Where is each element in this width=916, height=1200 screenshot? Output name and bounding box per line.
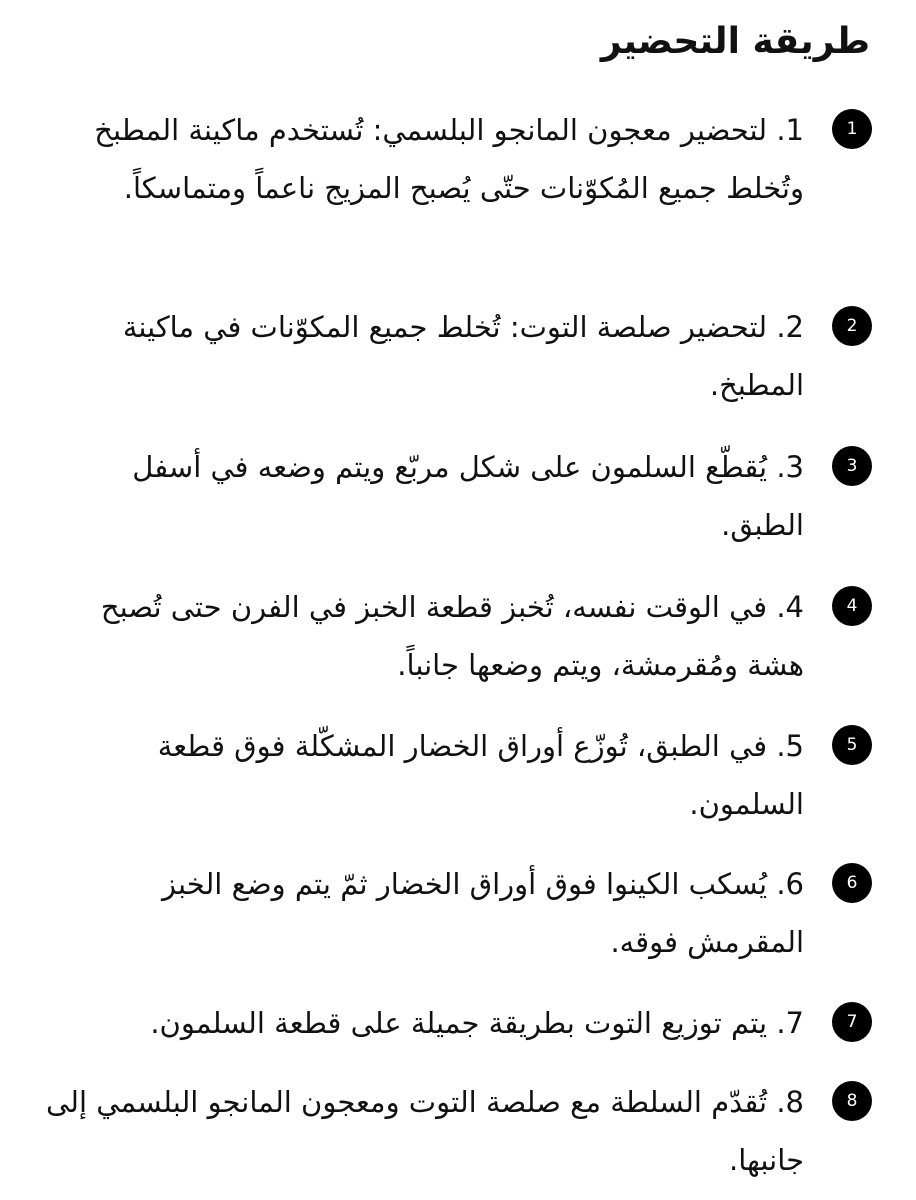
step-body: في الوقت نفسه، تُخبز قطعة الخبز في الفرن حتى تُصبح هشة ومُقرمشة، ويتم وضعها جانباً. <box>100 590 804 682</box>
step-text <box>44 994 804 1052</box>
step-text <box>44 1073 804 1189</box>
step-body: في الطبق، تُوزّع أوراق الخضار المشكّلة فوق قطعة السلمون. <box>157 729 804 821</box>
step-body: يُقطّع السلمون على شكل مربّع ويتم وضعه في أسفل الطبق. <box>132 450 804 542</box>
step-number: 2. <box>776 310 804 344</box>
step-text <box>44 298 804 414</box>
step-text <box>44 578 804 694</box>
step-number: 5. <box>776 729 804 763</box>
step-number-badge: 2 <box>832 306 872 346</box>
step-number-badge: 5 <box>832 725 872 765</box>
step-number: 6. <box>776 867 804 901</box>
page-title: طريقة التحضير <box>600 21 870 62</box>
step-number: 3. <box>776 450 804 484</box>
step-number: 7. <box>776 1006 804 1040</box>
step-body: لتحضير صلصة التوت: تُخلط جميع المكوّنات في ماكينة المطبخ. <box>122 310 804 402</box>
step-body: تُقدّم السلطة مع صلصة التوت ومعجون المانجو البلسمي إلى جانبها. <box>46 1085 804 1177</box>
step-text <box>44 855 804 971</box>
step-number: 8. <box>776 1085 804 1119</box>
step-body: يتم توزيع التوت بطريقة جميلة على قطعة السلمون. <box>150 1006 768 1040</box>
step-body: لتحضير معجون المانجو البلسمي: تُستخدم ماكينة المطبخ وتُخلط جميع المُكوّنات حتّى يُصبح المزيج ناعماً ومتماسكاً. <box>94 113 804 205</box>
step-number-badge: 6 <box>832 863 872 903</box>
step-number-badge: 7 <box>832 1002 872 1042</box>
step-number-badge: 1 <box>832 109 872 149</box>
step-number: 1. <box>776 113 804 147</box>
step-text <box>44 101 804 217</box>
step-body: يُسكب الكينوا فوق أوراق الخضار ثمّ يتم وضع الخبز المقرمش فوقه. <box>161 867 804 959</box>
step-number: 4. <box>776 590 804 624</box>
step-number-badge: 3 <box>832 446 872 486</box>
step-number-badge: 8 <box>832 1081 872 1121</box>
step-number-badge: 4 <box>832 586 872 626</box>
step-text <box>44 438 804 554</box>
step-text <box>44 717 804 833</box>
